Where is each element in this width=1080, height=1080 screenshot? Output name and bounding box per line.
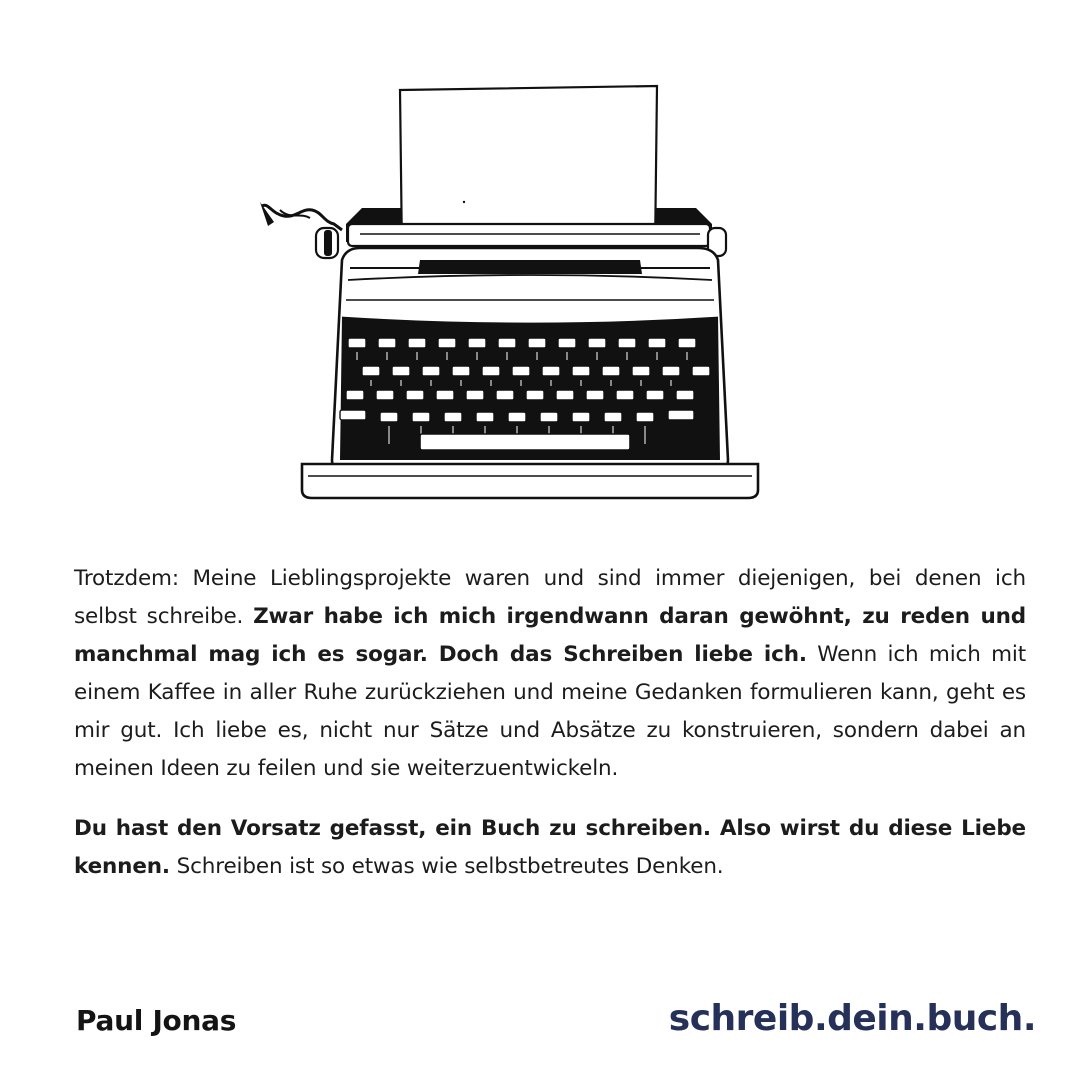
paragraph-2 bbox=[74, 810, 1026, 886]
paragraph-2-bold-text: Du hast den Vorsatz gefasst, ein Buch zu schreiben. Also wirst du diese Liebe kennen. bbox=[74, 816, 1026, 879]
paragraph-1-text-1: Trotzdem: Meine Lieblingsprojekte waren und sind immer diejenigen, bei denen ich selbst schreibe. bbox=[74, 566, 1026, 629]
typewriter-illustration bbox=[250, 84, 770, 504]
paragraph-2-text: Schreiben ist so etwas wie selbstbetreutes Denken. bbox=[169, 854, 724, 879]
brand-logo-text: schreib.dein.buch. bbox=[668, 998, 1036, 1039]
paragraph-1-bold-text: Zwar habe ich mich irgendwann daran gewöhnt, zu reden und manchmal mag ich es sogar. Doch das Schreiben liebe ich. bbox=[74, 604, 1027, 667]
paragraph-1-text-2: Wenn ich mich mit einem Kaffee in aller Ruhe zurückziehen und meine Gedanken formulieren kann, geht es mir gut. Ich liebe es, nicht nur Sätze und Absätze zu konstruieren, sondern dabei an meinen Ideen zu feilen und sie weiterzuentwickeln. bbox=[74, 642, 1026, 781]
typewriter-icon bbox=[250, 84, 770, 504]
author-name: Paul Jonas bbox=[76, 1004, 237, 1037]
paragraph-1 bbox=[74, 560, 1026, 788]
article-text bbox=[74, 560, 1026, 886]
